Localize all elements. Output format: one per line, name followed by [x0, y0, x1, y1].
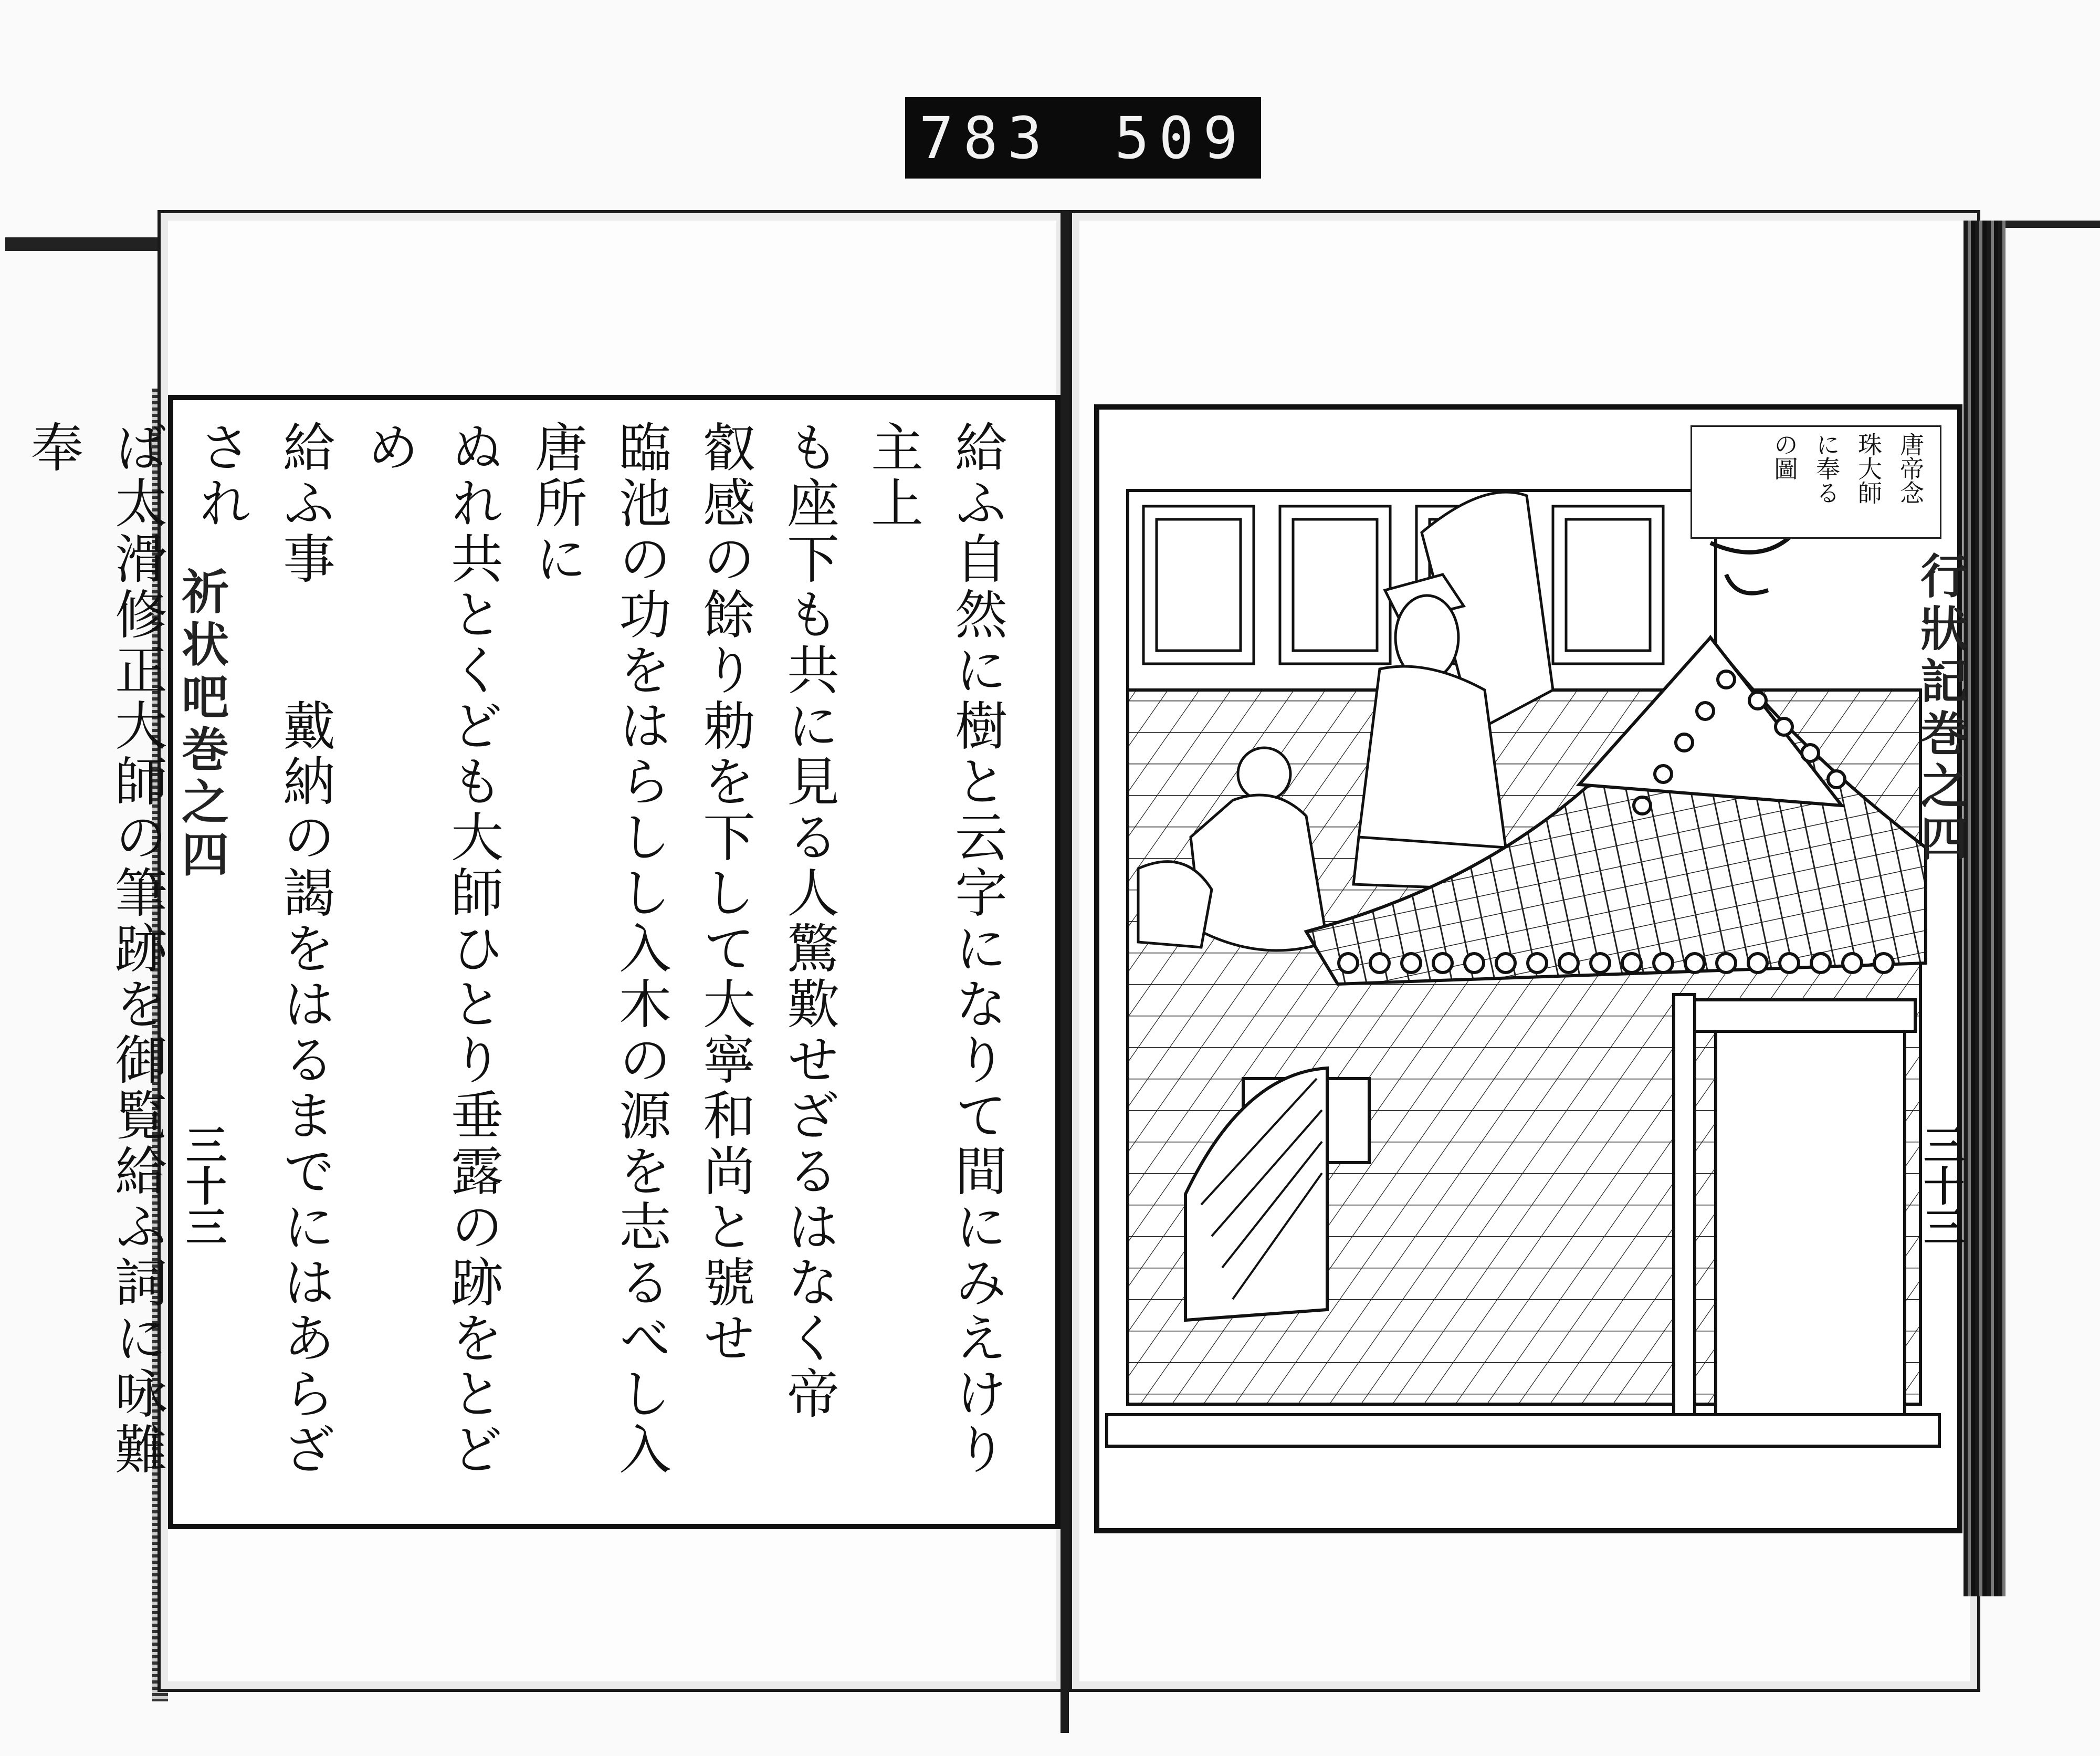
right-page-number: 三十三: [1917, 1124, 1965, 1247]
binding-rod-left: [5, 237, 168, 251]
left-margin-title: 祈状吧巻之四: [173, 567, 229, 882]
text-column: ぬれ共とくども大師ひとり垂露の跡をとどめ: [358, 420, 503, 1478]
page-edges-right: [1964, 221, 2006, 1596]
caption-line: 珠大師: [1854, 432, 1883, 505]
text-column: 臨池の功をはらしし入木の源を志るべし入唐所に: [526, 420, 671, 1478]
text-column: ば太滑修正大師の筆跡を御覧給ふ詞に咏難奉: [22, 420, 167, 1478]
text-column: 給ふ自然に樹と云字になりて間にみえけり主上: [862, 420, 1007, 1478]
right-margin-title: 行狀記巻之四: [1912, 551, 1968, 866]
plate-code-left: 783: [919, 104, 1052, 172]
caption-line: に奉る: [1812, 432, 1841, 505]
illustration-caption: [1690, 425, 1941, 539]
left-page-number: 三十三: [179, 1124, 227, 1247]
text-column: 給ふ事 戴納の謁をはるまでにはあらざされ: [190, 420, 335, 1478]
caption-line: の圖: [1770, 432, 1799, 480]
archive-label-plate: [905, 97, 1261, 179]
plate-code-right: 509: [1115, 104, 1247, 172]
foreground-ledge: [1107, 1415, 1939, 1446]
text-column: [0, 420, 10, 1491]
caption-line: 唐帝念: [1896, 432, 1925, 505]
book-gutter: [1060, 210, 1069, 1733]
palace-illustration: [1107, 417, 1939, 1509]
text-column: 叡感の餘り勅を下して大寧和尚と號せ: [694, 420, 755, 1366]
text-column: も座下も共に見る人驚歎せざるはなく帝: [778, 420, 839, 1422]
